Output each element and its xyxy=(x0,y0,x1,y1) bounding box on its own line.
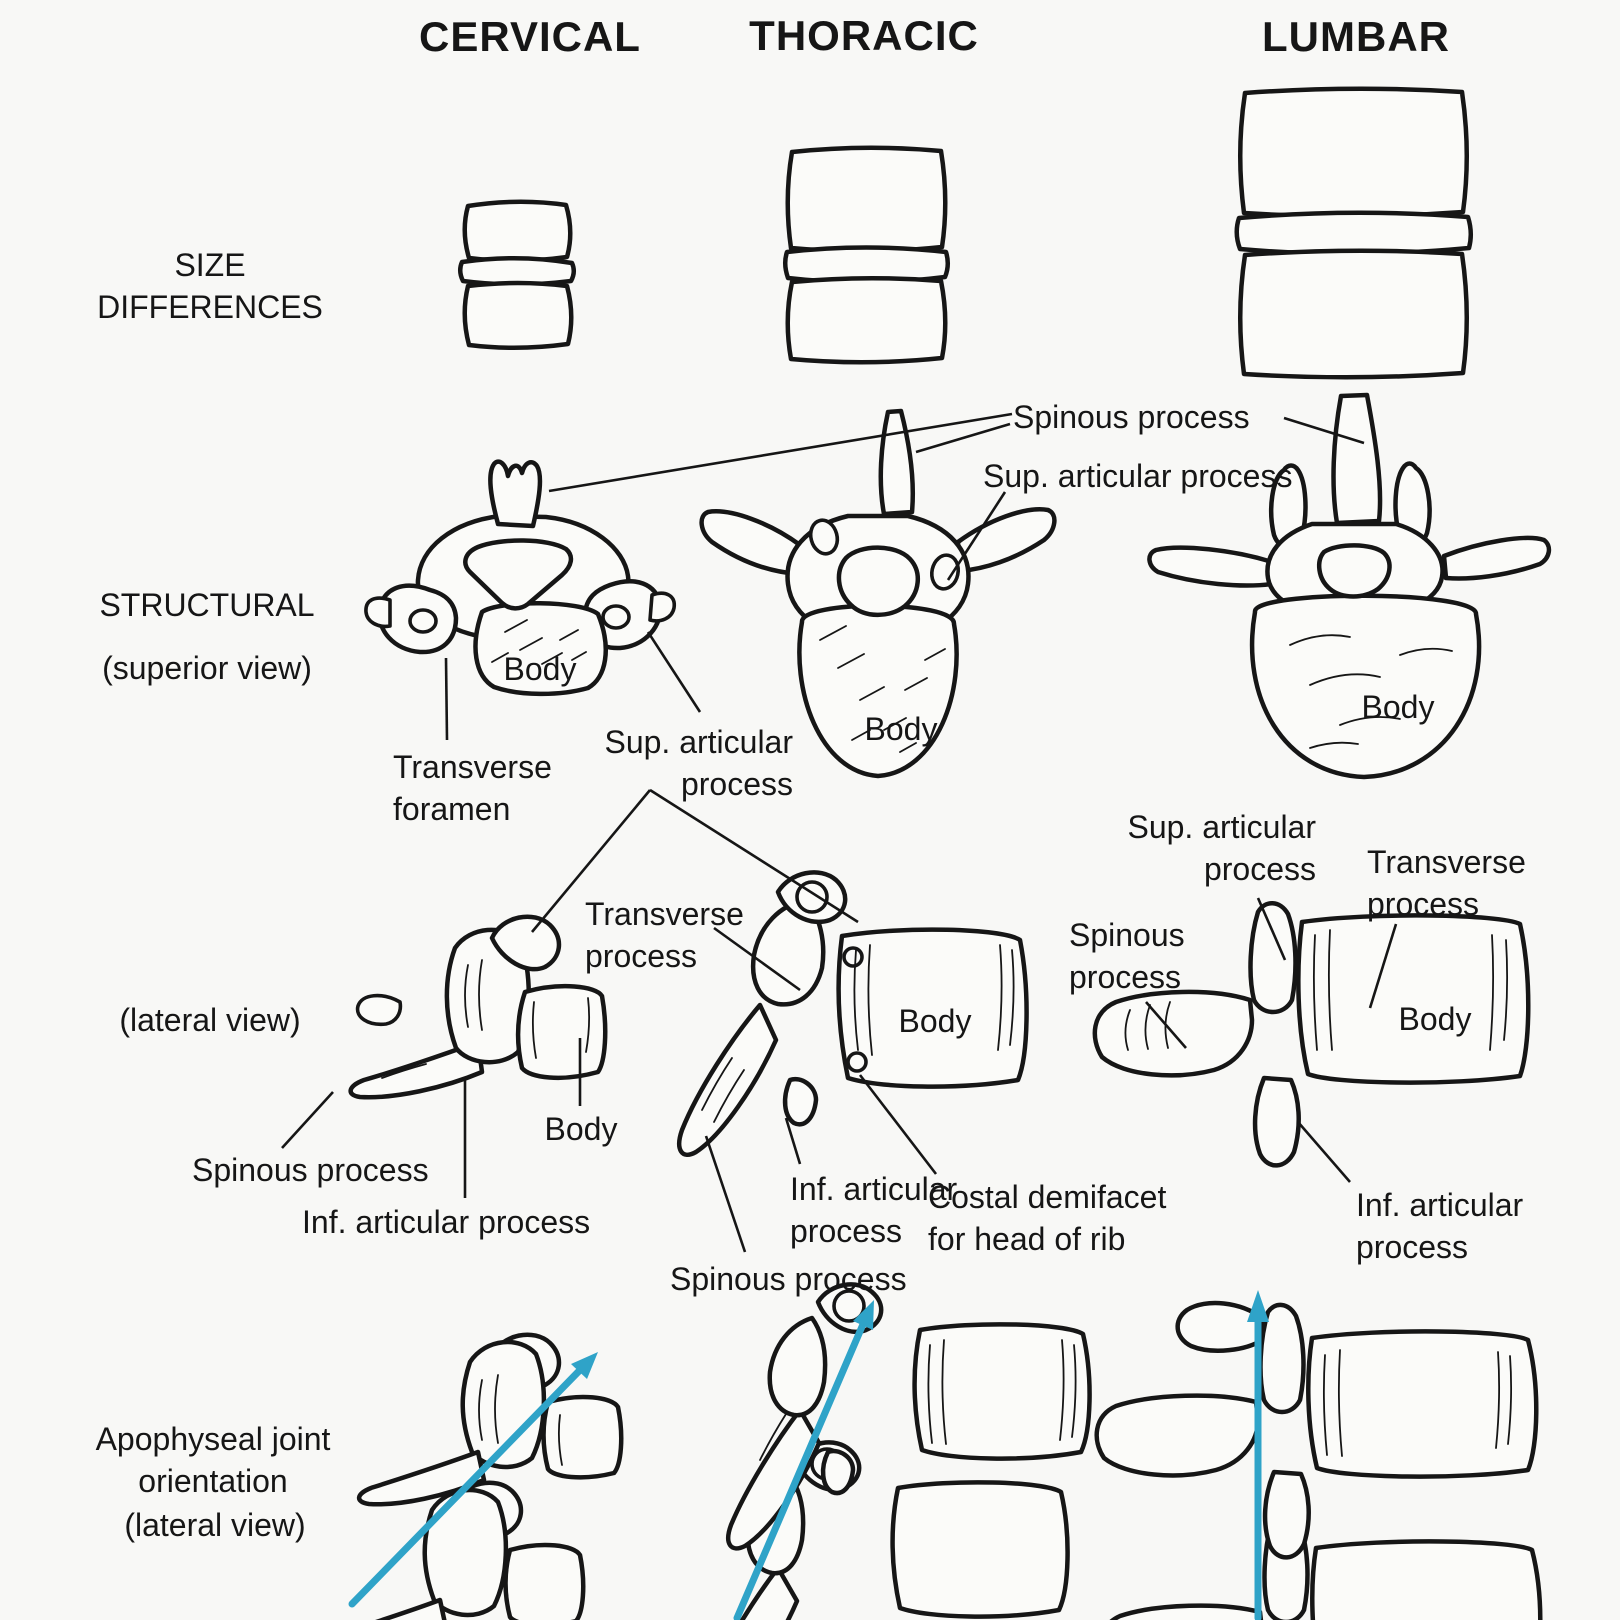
spinous-process-thoracic-lateral-label: Spinous process xyxy=(670,1261,907,1297)
apophyseal-thoracic xyxy=(706,1284,1089,1620)
transverse-process-left xyxy=(1149,548,1272,586)
inf-articular-cervical-label: Inf. articular process xyxy=(302,1204,591,1240)
vertebral-body-shape xyxy=(1240,89,1467,217)
lateral-view-label: (lateral view) xyxy=(119,1002,301,1038)
vertebral-foramen-shape xyxy=(1319,545,1389,596)
vertebral-body-shape xyxy=(788,278,946,362)
vertebral-body-shape xyxy=(1240,251,1467,378)
transverse-process-thoracic-label xyxy=(585,893,744,977)
sup-articular-lumbar-line2: process xyxy=(1203,851,1316,887)
transverse-process-stub-right xyxy=(650,593,674,621)
transverse-foramen-right xyxy=(603,606,629,628)
header-cervical: CERVICAL xyxy=(419,13,641,60)
disc-shape xyxy=(1237,213,1471,254)
header-lumbar: LUMBAR xyxy=(1262,13,1450,60)
spinous-process-shape xyxy=(679,1005,776,1155)
leader-transverse-foramen xyxy=(446,658,447,740)
costal-demifacet-line1: Costal demifacet xyxy=(928,1179,1167,1215)
body-label-cervical-lateral: Body xyxy=(544,1111,618,1147)
spinous-process-cervical-lateral-label: Spinous process xyxy=(192,1152,429,1188)
transverse-foramen-line2: foramen xyxy=(393,791,511,827)
body-label-lumbar-superior: Body xyxy=(1361,689,1435,725)
leader-spinous-to-cervical xyxy=(549,414,1012,491)
inf-articular-thoracic-line2: process xyxy=(790,1213,903,1249)
lower-vertebra xyxy=(1101,1515,1541,1620)
costal-demifacet-lower xyxy=(848,1053,866,1071)
leader-sup-articular-cervical xyxy=(648,632,700,712)
upper-vertebra xyxy=(1097,1303,1537,1557)
inf-articular-thoracic-line1: Inf. articular xyxy=(790,1171,958,1207)
costal-demifacet-line2: for head of rib xyxy=(928,1221,1126,1257)
vertebral-body-shape xyxy=(465,283,572,348)
spinous-process-shape xyxy=(881,411,913,514)
body-shape xyxy=(518,986,605,1078)
superior-view-label: (superior view) xyxy=(102,650,312,686)
transverse-thoracic-line1: Transverse xyxy=(585,896,744,932)
sup-articular-cervical-label xyxy=(604,721,793,805)
inf-articular-lumbar-line1: Inf. articular xyxy=(1356,1187,1524,1223)
size-stack-thoracic xyxy=(785,148,948,363)
superior-view-lumbar xyxy=(1149,395,1549,777)
apophyseal-cervical xyxy=(321,1335,621,1620)
transverse-foramen-line1: Transverse xyxy=(393,749,552,785)
inf-articular-lumbar-line2: process xyxy=(1356,1229,1469,1265)
sup-articular-cervical-line2: process xyxy=(680,766,793,802)
vertebral-body-shape xyxy=(788,148,946,252)
transverse-thoracic-line2: process xyxy=(585,938,698,974)
transverse-foramen-left xyxy=(410,610,436,632)
leader-spinous-cervical-lateral xyxy=(282,1092,333,1148)
sup-articular-process-shape xyxy=(1251,903,1296,1012)
apophyseal-label-line2: orientation xyxy=(138,1463,288,1499)
inf-articular-process-shape xyxy=(785,1079,816,1124)
body-label-thoracic-lateral: Body xyxy=(898,1003,972,1039)
apophyseal-label-line3: (lateral view) xyxy=(124,1507,306,1543)
leader-spinous-thoracic-lateral xyxy=(706,1136,745,1252)
vertebral-body-shape xyxy=(465,202,571,261)
lateral-view-cervical xyxy=(351,917,606,1098)
transverse-lumbar-line2: process xyxy=(1367,886,1480,922)
transverse-process-shape xyxy=(358,996,401,1025)
costal-demifacet-label xyxy=(928,1176,1166,1260)
spinous-process-shape xyxy=(490,462,540,526)
size-differences-label-line2: DIFFERENCES xyxy=(97,289,323,325)
inf-articular-process-shape xyxy=(1255,1078,1299,1165)
disc-shape xyxy=(460,258,574,284)
apophyseal-label-line1: Apophyseal joint xyxy=(95,1421,331,1457)
costal-demifacet-upper xyxy=(844,948,862,966)
sup-articular-lumbar-label xyxy=(1127,806,1316,890)
structural-label: STRUCTURAL xyxy=(99,587,315,623)
body-label-cervical-superior: Body xyxy=(503,651,577,687)
sup-articular-process-label-top: Sup. articular process xyxy=(983,458,1293,494)
transverse-process-lumbar-label xyxy=(1367,841,1526,925)
header-thoracic: THORACIC xyxy=(749,12,979,59)
leader-costal-demifacet xyxy=(860,1075,936,1174)
transverse-process-stub-left xyxy=(366,598,390,626)
transverse-lumbar-line1: Transverse xyxy=(1367,844,1526,880)
transverse-process-right xyxy=(1444,538,1549,579)
body-label-thoracic-superior: Body xyxy=(864,711,938,747)
body-label-lumbar-lateral: Body xyxy=(1398,1001,1472,1037)
spinous-lumbar-line1: Spinous xyxy=(1069,917,1185,953)
spinous-process-lumbar-label xyxy=(1069,914,1185,998)
sup-articular-cervical-line1: Sup. articular xyxy=(604,724,793,760)
transverse-foramen-label xyxy=(393,746,552,830)
size-stack-cervical xyxy=(460,202,574,348)
sup-articular-lumbar-line1: Sup. articular xyxy=(1127,809,1316,845)
spinous-process-label-top: Spinous process xyxy=(1013,399,1250,435)
vertebral-foramen-shape xyxy=(839,548,918,615)
leader-inf-articular-lumbar xyxy=(1298,1122,1350,1182)
size-stack-lumbar xyxy=(1237,89,1471,378)
size-differences-label-line1: SIZE xyxy=(174,247,246,283)
spinous-lumbar-line2: process xyxy=(1069,959,1182,995)
apophyseal-lumbar xyxy=(1097,1290,1541,1620)
arrowhead xyxy=(1247,1290,1269,1322)
spinous-process-shape xyxy=(1334,395,1381,523)
inf-articular-lumbar-label xyxy=(1356,1184,1523,1268)
transverse-process-left xyxy=(702,511,800,574)
